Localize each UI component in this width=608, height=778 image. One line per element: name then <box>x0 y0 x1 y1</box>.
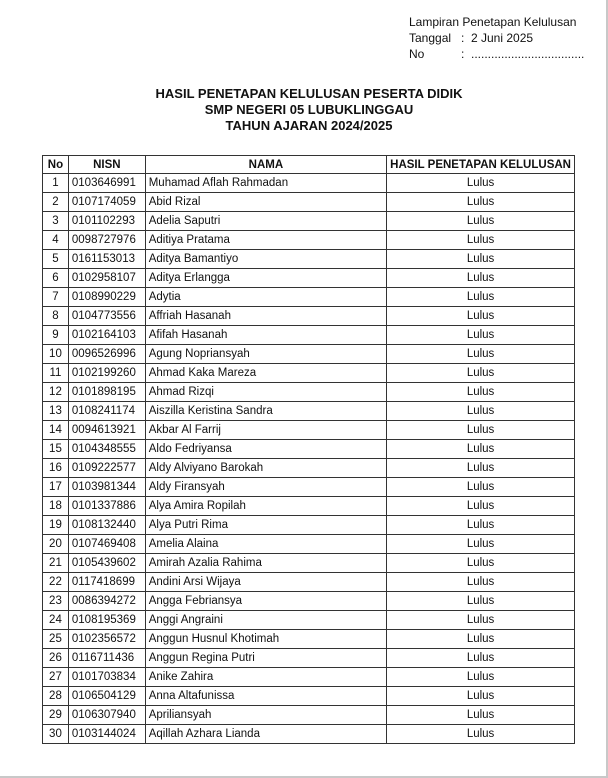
cell-hasil: Lulus <box>387 326 575 345</box>
cell-nama: Amelia Alaina <box>145 535 386 554</box>
cell-hasil: Lulus <box>387 364 575 383</box>
table-body <box>43 174 575 744</box>
date-colon: : <box>461 31 465 45</box>
cell-nama: Alya Putri Rima <box>145 516 386 535</box>
cell-hasil: Lulus <box>387 478 575 497</box>
number-colon: : <box>461 47 465 61</box>
header-no: No <box>43 156 69 174</box>
cell-nama: Alya Amira Ropilah <box>145 497 386 516</box>
cell-no: 23 <box>43 592 69 611</box>
table-row <box>43 345 575 364</box>
cell-no: 26 <box>43 649 69 668</box>
cell-hasil: Lulus <box>387 459 575 478</box>
cell-nisn: 0102958107 <box>68 269 145 288</box>
cell-hasil: Lulus <box>387 307 575 326</box>
cell-nisn: 0161153013 <box>68 250 145 269</box>
cell-no: 7 <box>43 288 69 307</box>
cell-nama: Ahmad Kaka Mareza <box>145 364 386 383</box>
cell-hasil: Lulus <box>387 440 575 459</box>
table-row <box>43 307 575 326</box>
cell-hasil: Lulus <box>387 611 575 630</box>
attachment-number-row <box>409 46 584 62</box>
table-row <box>43 326 575 345</box>
cell-nama: Aditiya Pratama <box>145 231 386 250</box>
cell-no: 18 <box>43 497 69 516</box>
heading-line-3: TAHUN AJARAN 2024/2025 <box>225 118 393 133</box>
cell-no: 13 <box>43 402 69 421</box>
table-row <box>43 516 575 535</box>
table-row <box>43 630 575 649</box>
cell-nisn: 0101898195 <box>68 383 145 402</box>
cell-nama: Anna Altafunissa <box>145 687 386 706</box>
cell-hasil: Lulus <box>387 592 575 611</box>
table-row <box>43 706 575 725</box>
number-value: .................................. <box>471 47 585 61</box>
number-label: No <box>409 47 425 61</box>
cell-nisn: 0106307940 <box>68 706 145 725</box>
cell-hasil: Lulus <box>387 250 575 269</box>
cell-nisn: 0103144024 <box>68 725 145 744</box>
heading-line-1: HASIL PENETAPAN KELULUSAN PESERTA DIDIK <box>155 86 463 101</box>
cell-hasil: Lulus <box>387 535 575 554</box>
table-row <box>43 649 575 668</box>
cell-nisn: 0107469408 <box>68 535 145 554</box>
cell-nisn: 0102164103 <box>68 326 145 345</box>
cell-hasil: Lulus <box>387 554 575 573</box>
cell-nama: Abid Rizal <box>145 193 386 212</box>
cell-nisn: 0101703834 <box>68 668 145 687</box>
table-row <box>43 535 575 554</box>
table-row <box>43 573 575 592</box>
cell-hasil: Lulus <box>387 649 575 668</box>
table-row <box>43 212 575 231</box>
cell-nama: Apriliansyah <box>145 706 386 725</box>
cell-nisn: 0108241174 <box>68 402 145 421</box>
cell-hasil: Lulus <box>387 421 575 440</box>
cell-nisn: 0102199260 <box>68 364 145 383</box>
cell-no: 30 <box>43 725 69 744</box>
cell-nisn: 0105439602 <box>68 554 145 573</box>
table-row <box>43 193 575 212</box>
cell-no: 20 <box>43 535 69 554</box>
cell-no: 25 <box>43 630 69 649</box>
cell-nama: Afifah Hasanah <box>145 326 386 345</box>
cell-nama: Aqillah Azhara Lianda <box>145 725 386 744</box>
table-row <box>43 592 575 611</box>
cell-nama: Akbar Al Farrij <box>145 421 386 440</box>
table-row <box>43 231 575 250</box>
table-row <box>43 174 575 193</box>
cell-hasil: Lulus <box>387 231 575 250</box>
cell-nisn: 0102356572 <box>68 630 145 649</box>
cell-hasil: Lulus <box>387 516 575 535</box>
cell-nisn: 0104773556 <box>68 307 145 326</box>
cell-nama: Anike Zahira <box>145 668 386 687</box>
cell-no: 1 <box>43 174 69 193</box>
cell-hasil: Lulus <box>387 630 575 649</box>
cell-nama: Andini Arsi Wijaya <box>145 573 386 592</box>
cell-nisn: 0086394272 <box>68 592 145 611</box>
cell-nisn: 0108195369 <box>68 611 145 630</box>
cell-hasil: Lulus <box>387 383 575 402</box>
cell-no: 10 <box>43 345 69 364</box>
cell-hasil: Lulus <box>387 193 575 212</box>
cell-hasil: Lulus <box>387 573 575 592</box>
cell-no: 21 <box>43 554 69 573</box>
table-row <box>43 250 575 269</box>
date-value: 2 Juni 2025 <box>471 31 534 45</box>
cell-no: 11 <box>43 364 69 383</box>
cell-nama: Anggun Husnul Khotimah <box>145 630 386 649</box>
date-label: Tanggal <box>409 31 452 45</box>
cell-nisn: 0094613921 <box>68 421 145 440</box>
cell-nisn: 0107174059 <box>68 193 145 212</box>
cell-no: 22 <box>43 573 69 592</box>
cell-nisn: 0108132440 <box>68 516 145 535</box>
cell-nisn: 0116711436 <box>68 649 145 668</box>
cell-no: 6 <box>43 269 69 288</box>
cell-no: 24 <box>43 611 69 630</box>
cell-nama: Ahmad Rizqi <box>145 383 386 402</box>
cell-hasil: Lulus <box>387 668 575 687</box>
table-row <box>43 421 575 440</box>
cell-no: 3 <box>43 212 69 231</box>
table-row <box>43 725 575 744</box>
table-row <box>43 459 575 478</box>
cell-no: 19 <box>43 516 69 535</box>
header-hasil: HASIL PENETAPAN KELULUSAN <box>387 156 575 174</box>
cell-no: 2 <box>43 193 69 212</box>
cell-hasil: Lulus <box>387 269 575 288</box>
cell-nisn: 0117418699 <box>68 573 145 592</box>
cell-nama: Agung Nopriansyah <box>145 345 386 364</box>
attachment-title: Lampiran Penetapan Kelulusan <box>409 15 577 29</box>
cell-hasil: Lulus <box>387 497 575 516</box>
cell-hasil: Lulus <box>387 288 575 307</box>
cell-no: 5 <box>43 250 69 269</box>
table-row <box>43 383 575 402</box>
cell-nisn: 0104348555 <box>68 440 145 459</box>
cell-hasil: Lulus <box>387 687 575 706</box>
cell-no: 28 <box>43 687 69 706</box>
table-row <box>43 288 575 307</box>
table-row <box>43 554 575 573</box>
cell-nisn: 0103646991 <box>68 174 145 193</box>
cell-nama: Angga Febriansya <box>145 592 386 611</box>
cell-no: 12 <box>43 383 69 402</box>
cell-no: 8 <box>43 307 69 326</box>
cell-nisn: 0101102293 <box>68 212 145 231</box>
cell-no: 27 <box>43 668 69 687</box>
cell-nama: Aiszilla Keristina Sandra <box>145 402 386 421</box>
table-row <box>43 497 575 516</box>
cell-nisn: 0101337886 <box>68 497 145 516</box>
cell-hasil: Lulus <box>387 706 575 725</box>
table-row <box>43 668 575 687</box>
cell-nama: Adytia <box>145 288 386 307</box>
cell-nama: Adelia Saputri <box>145 212 386 231</box>
cell-nama: Affriah Hasanah <box>145 307 386 326</box>
table-row <box>43 269 575 288</box>
cell-no: 17 <box>43 478 69 497</box>
cell-hasil: Lulus <box>387 345 575 364</box>
cell-nisn: 0103981344 <box>68 478 145 497</box>
graduation-table <box>42 155 575 744</box>
cell-no: 4 <box>43 231 69 250</box>
table-row <box>43 478 575 497</box>
table-row <box>43 611 575 630</box>
cell-nisn: 0108990229 <box>68 288 145 307</box>
cell-nama: Amirah Azalia Rahima <box>145 554 386 573</box>
cell-no: 16 <box>43 459 69 478</box>
attachment-date-row <box>409 30 584 46</box>
cell-nama: Aldo Fedriyansa <box>145 440 386 459</box>
cell-nisn: 0098727976 <box>68 231 145 250</box>
cell-nama: Muhamad Aflah Rahmadan <box>145 174 386 193</box>
table-row <box>43 364 575 383</box>
cell-no: 15 <box>43 440 69 459</box>
cell-nama: Aditya Erlangga <box>145 269 386 288</box>
cell-nama: Aldy Alviyano Barokah <box>145 459 386 478</box>
table-row <box>43 687 575 706</box>
table-header-row <box>43 156 575 174</box>
cell-nama: Aldy Firansyah <box>145 478 386 497</box>
cell-no: 29 <box>43 706 69 725</box>
document-heading <box>0 86 608 134</box>
cell-nisn: 0096526996 <box>68 345 145 364</box>
cell-nama: Aditya Bamantiyo <box>145 250 386 269</box>
cell-no: 14 <box>43 421 69 440</box>
table-row <box>43 402 575 421</box>
attachment-info <box>409 14 584 62</box>
cell-hasil: Lulus <box>387 725 575 744</box>
cell-hasil: Lulus <box>387 174 575 193</box>
table-row <box>43 440 575 459</box>
cell-nisn: 0109222577 <box>68 459 145 478</box>
cell-hasil: Lulus <box>387 212 575 231</box>
cell-nama: Anggi Angraini <box>145 611 386 630</box>
heading-line-2: SMP NEGERI 05 LUBUKLINGGAU <box>204 102 414 117</box>
cell-nisn: 0106504129 <box>68 687 145 706</box>
cell-nama: Anggun Regina Putri <box>145 649 386 668</box>
cell-hasil: Lulus <box>387 402 575 421</box>
header-nisn: NISN <box>68 156 145 174</box>
cell-no: 9 <box>43 326 69 345</box>
header-nama: NAMA <box>145 156 386 174</box>
